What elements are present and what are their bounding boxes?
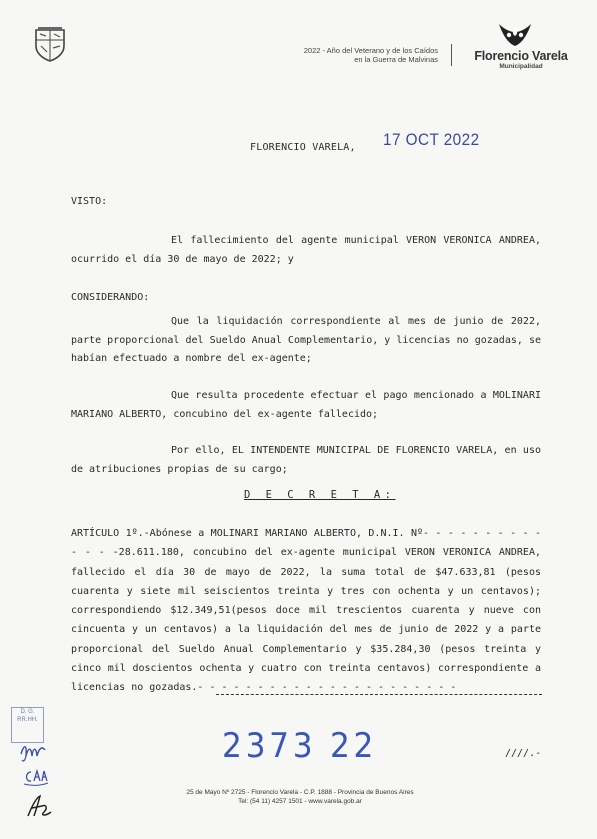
municipal-shield-icon xyxy=(32,26,68,62)
header-divider xyxy=(451,44,452,66)
considerando-label: CONSIDERANDO: xyxy=(71,292,150,303)
continuation-mark: ////.- xyxy=(505,748,542,759)
stamp-line-2: RR.HH. xyxy=(17,717,38,723)
visto-label: VISTO: xyxy=(71,196,108,207)
article-1: ARTÍCULO 1º.-Abónese a MOLINARI MARIANO ALBERTO, D.N.I. Nº- - - - - - - - - - - - - -28.611.180, concubino del ex-agente municipal VERON VERONICA ANDREA, fallecido el día 30 de mayo de 2022, la suma total de $47.633,81 (pesos cuarenta y siete mil seiscientos treinta y tres con ochenta y un centavos); correspondiendo $12.349,51(pesos doce mil trescientos cuarenta y nueve con cincuenta y un centavos) a la liquidación del mes de junio de 2022 y a parte proporcional del Sueldo Anual Complementario y $35.284,30 (pesos treinta y cinco mil doscientos ochenta y cuatro con treinta centavos) correspondiente a licencias no gozadas.- - - - - - - - - - - - - - - - - - - - - - xyxy=(71,528,541,694)
decree-number-stamp: 2373 22 xyxy=(222,726,378,766)
closing-dash-line xyxy=(216,694,542,695)
decreta-heading: D E C R E T A: xyxy=(244,489,396,501)
date-stamp: 17 OCT 2022 xyxy=(383,130,480,149)
considerando-paragraph-2: Que resulta procedente efectuar el pago mencionado a MOLINARI MARIANO ALBERTO, concubino del ex-agente fallecido; xyxy=(71,390,541,420)
florencio-varela-logo-icon xyxy=(495,22,535,48)
footer-contact: Tel: (54 11) 4257 1501 - www.varela.gob.ar xyxy=(238,797,362,805)
handwritten-initial-2 xyxy=(22,766,50,788)
brand-name: Florencio Varela xyxy=(474,49,568,63)
brand-subtitle: Municipalidad xyxy=(499,63,543,70)
place-line: FLORENCIO VARELA, xyxy=(250,142,356,153)
handwritten-initial-1 xyxy=(18,738,48,764)
stamp-line-1: D. G. xyxy=(20,709,35,715)
footer-address: 25 de Mayo Nº 2725 - Florencio Varela - C.P. 1888 - Provincia de Buenos Aires xyxy=(186,789,414,796)
footer xyxy=(150,789,450,806)
year-tagline xyxy=(230,46,438,64)
visto-paragraph: El fallecimiento del agente municipal VERON VERONICA ANDREA, ocurrido el día 30 de mayo de 2022; y xyxy=(71,235,541,265)
considerando-paragraph-1: Que la liquidación correspondiente al mes de junio de 2022, parte proporcional del Sueldo Anual Complementario, y licencias no gozadas, se habían efectuado a nombre del ex-agente; xyxy=(71,316,541,364)
tagline-line-1: 2022 - Año del Veterano y de los Caídos xyxy=(303,46,438,55)
handwritten-signature xyxy=(24,792,54,820)
tagline-line-2: en la Guerra de Malvinas xyxy=(354,55,438,64)
considerando-paragraph-3: Por ello, EL INTENDENTE MUNICIPAL DE FLORENCIO VARELA, en uso de atribuciones propias de su cargo; xyxy=(71,445,541,475)
